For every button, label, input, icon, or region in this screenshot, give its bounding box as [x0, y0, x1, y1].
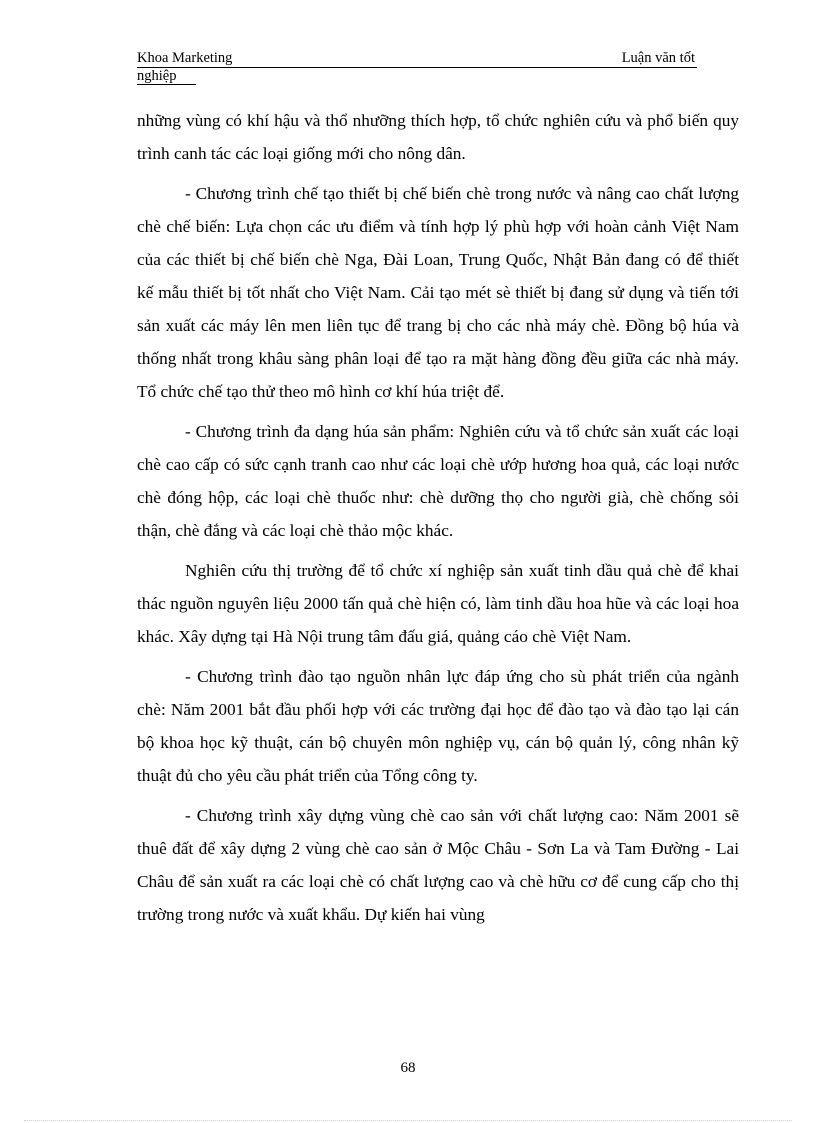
- page-number: 68: [400, 1060, 416, 1076]
- paragraph-high-yield-program: - Chương trình xây dựng vùng chè cao sản với chất lượng cao: Năm 2001 sẽ thuê đất để xây dựng 2 vùng chè cao sản ở Mộc Châu - Sơn La và Tam Đường - Lai Châu để sản xuất ra các loại chè có chất lượng cao và chè hữu cơ để cung cấp cho thị trường trong nước và xuất khẩu. Dự kiến hai vùng: [137, 806, 739, 924]
- header-faculty: Khoa Marketing: [137, 50, 233, 66]
- paragraph-continuation: những vùng có khí hậu và thổ nhưỡng thích hợp, tổ chức nghiên cứu và phổ biến quy trình canh tác các loại giống mới cho nông dân.: [137, 111, 739, 163]
- header-thesis-continuation: nghiệp: [137, 68, 196, 85]
- paragraph-equipment-program: - Chương trình chế tạo thiết bị chế biến chè trong nước và nâng cao chất lượng chè chế biến: Lựa chọn các ưu điểm và tính hợp lý phù hợp với hoàn cảnh Việt Nam của các thiết bị chế biến chè Nga, Đài Loan, Trung Quốc, Nhật Bản đang có để thiết kế mẫu thiết bị tốt nhất cho Việt Nam. Cải tạo mét sè thiết bị đang sử dụng và tiến tới sản xuất các máy lên men liên tục để trang bị cho các nhà máy chè. Đồng bộ húa và thống nhất trong khâu sàng phân loại để tạo ra mặt hàng đồng đều giữa các nhà máy. Tổ chức chế tạo thử theo mô hình cơ khí húa triệt để.: [137, 184, 739, 401]
- paragraph-diversification-program: - Chương trình đa dạng húa sản phẩm: Nghiên cứu và tổ chức sản xuất các loại chè cao cấp có sức cạnh tranh cao như các loại chè ướp hương hoa quả, các loại nước chè đóng hộp, các loại chè thuốc như: chè dưỡng thọ cho người già, chè chống sỏi thận, chè đắng và các loại chè thảo mộc khác.: [137, 422, 739, 540]
- paragraph-training-program: - Chương trình đào tạo nguồn nhân lực đáp ứng cho sù phát triển của ngành chè: Năm 2001 bắt đầu phối hợp với các trường đại học để đào tạo và đào tạo lại cán bộ khoa học kỹ thuật, cán bộ chuyên môn nghiệp vụ, cán bộ quản lý, công nhân kỹ thuật đủ cho yêu cầu phát triển của Tổng công ty.: [137, 667, 739, 785]
- page-header: [137, 50, 697, 85]
- body-text: [137, 104, 739, 938]
- header-thesis-label: Luận văn tốt: [621, 50, 695, 66]
- page-bottom-divider: [24, 1120, 792, 1121]
- header-rule: [137, 50, 697, 68]
- paragraph-market-research: Nghiên cứu thị trường để tổ chức xí nghiệp sản xuất tinh dầu quả chè để khai thác nguồn nguyên liệu 2000 tấn quả chè hiện có, làm tinh dầu hoa hũe và các loại hoa khác. Xây dựng tại Hà Nội trung tâm đấu giá, quảng cáo chè Việt Nam.: [137, 561, 739, 646]
